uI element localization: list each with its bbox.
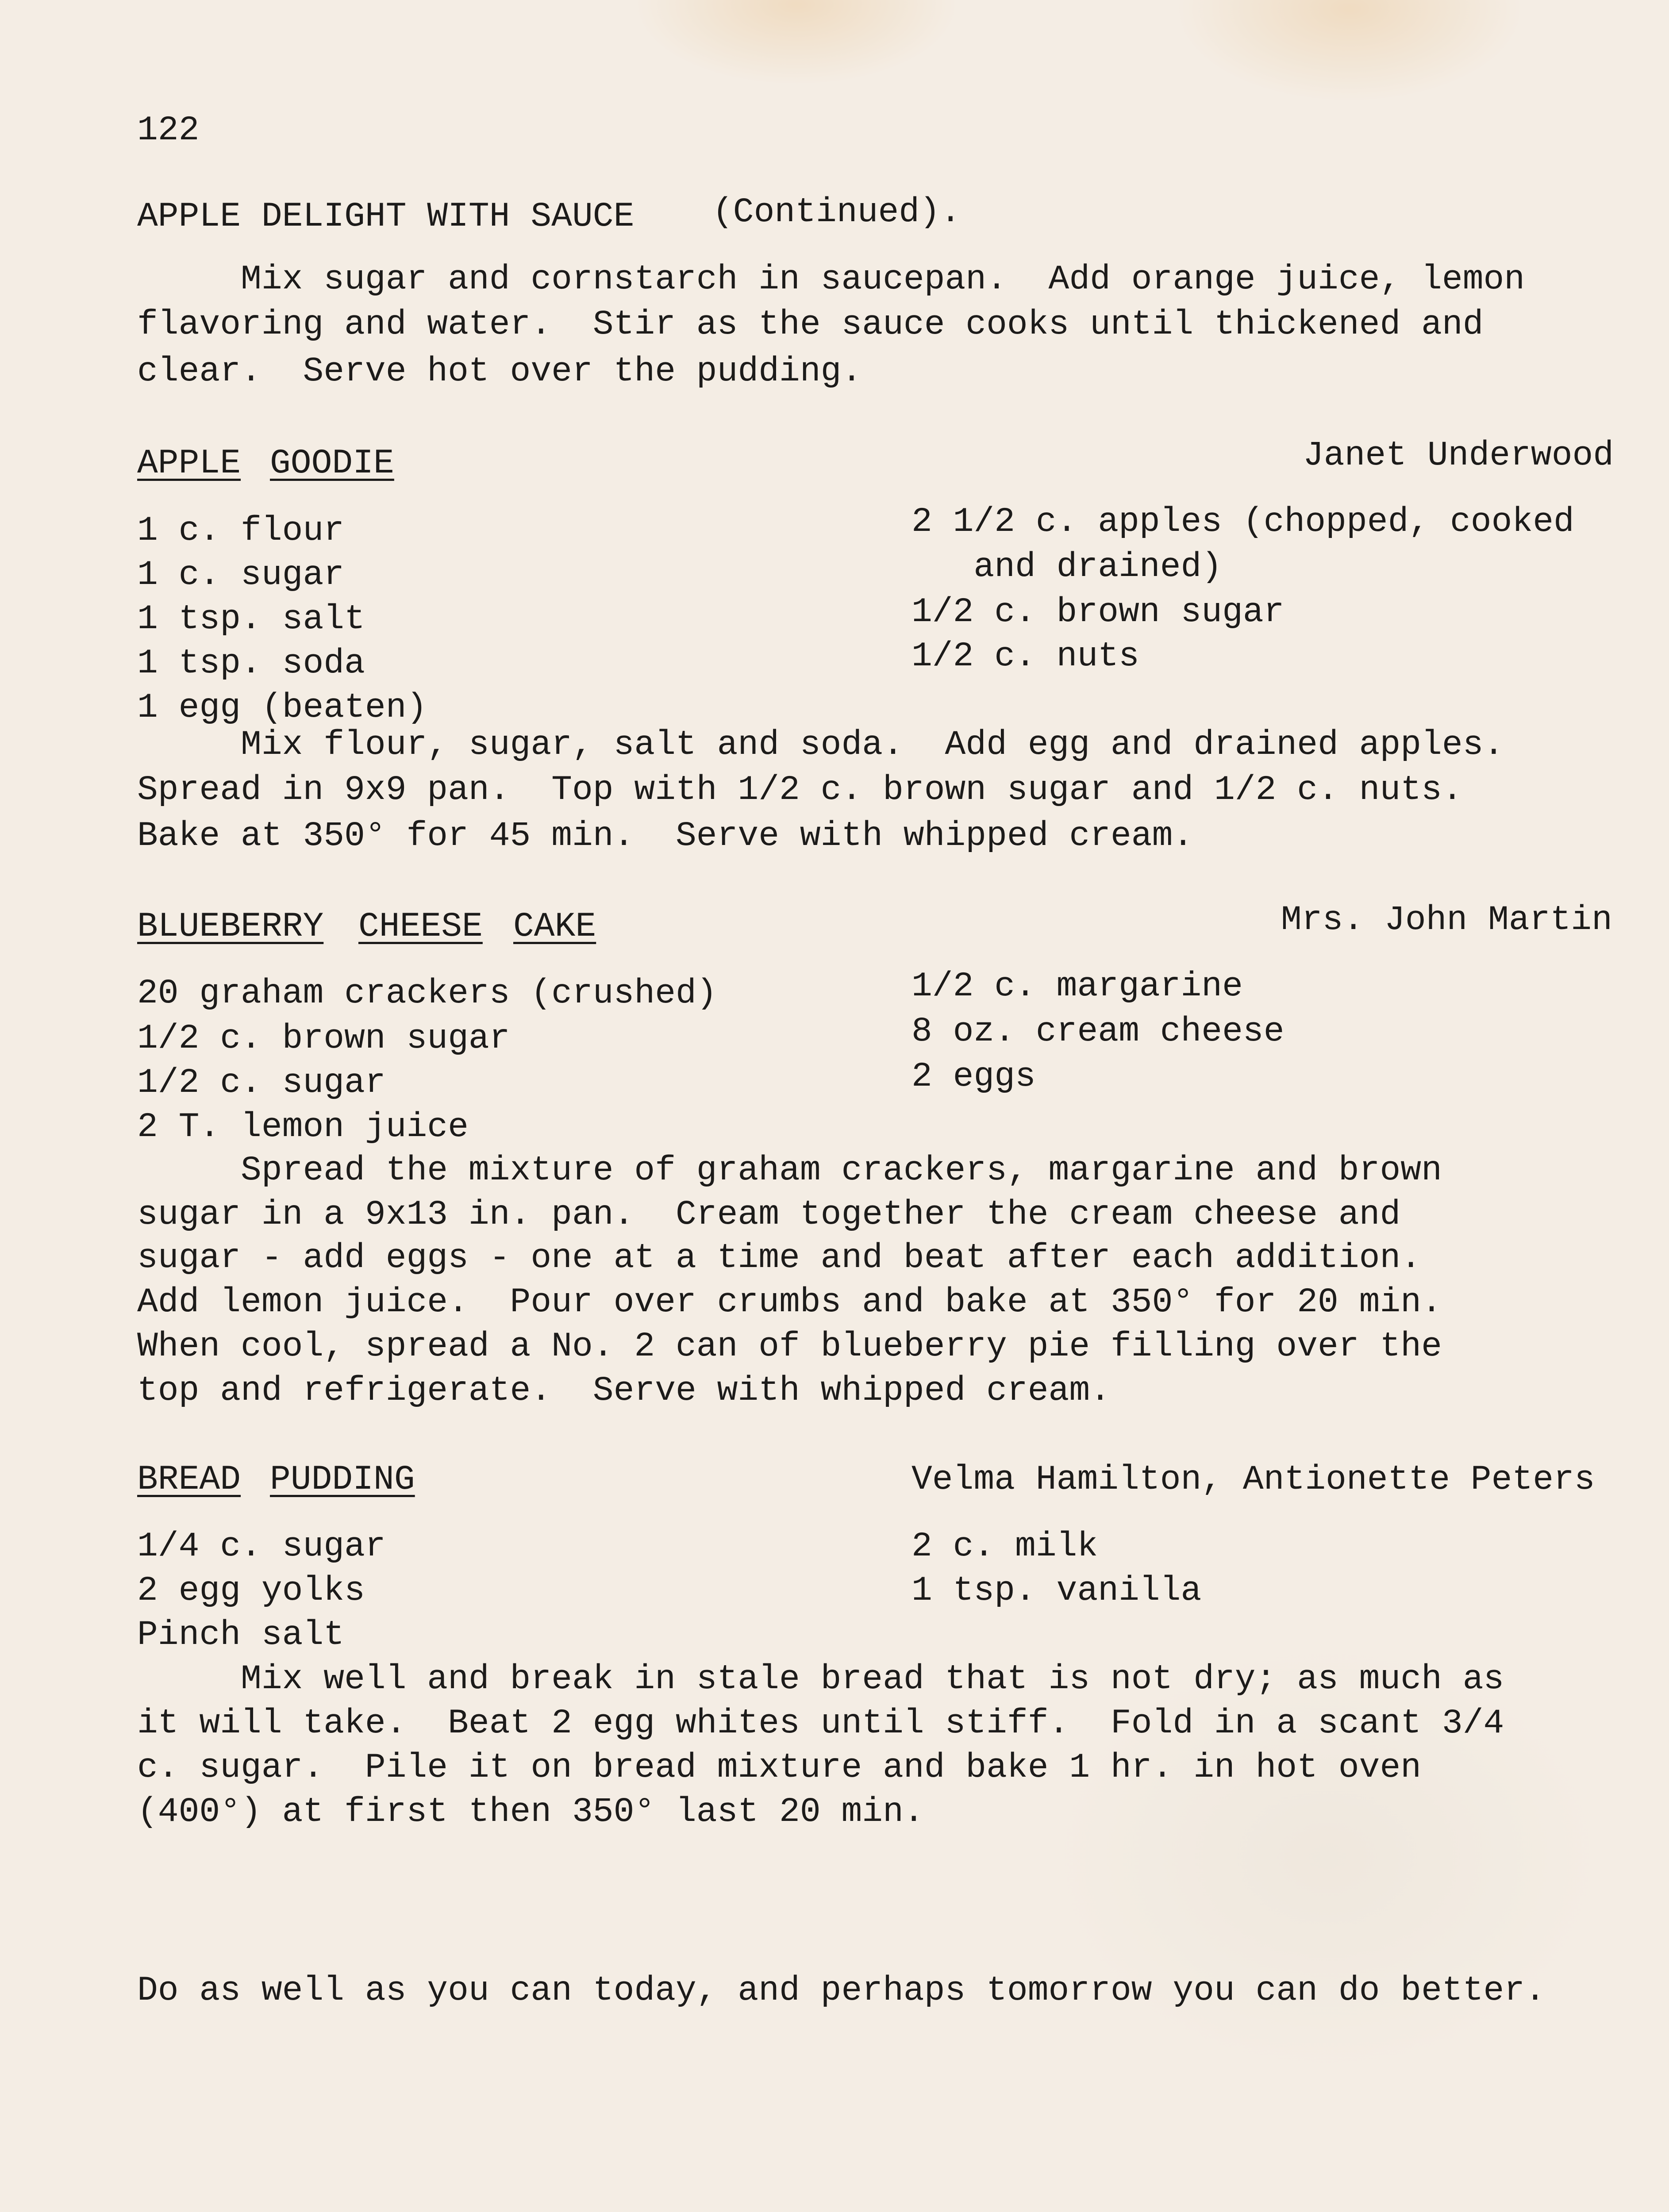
recipe-title-word: BREAD <box>137 1460 241 1499</box>
ingredient: 2 c. milk <box>911 1527 1098 1566</box>
page-number: 122 <box>137 111 200 150</box>
ingredient: 1/2 c. sugar <box>137 1064 386 1102</box>
recipe-title-word: CAKE <box>513 907 596 946</box>
recipe-author: Velma Hamilton, Antionette Peters <box>911 1460 1595 1499</box>
direction-line: (400°) at first then 350° last 20 min. <box>137 1793 924 1832</box>
recipe-author: Mrs. John Martin <box>1281 901 1612 940</box>
direction-line: it will take. Beat 2 egg whites until stiff. Fold in a scant 3/4 <box>137 1704 1504 1743</box>
direction-line: top and refrigerate. Serve with whipped cream. <box>137 1371 1111 1410</box>
ingredient: 1 c. sugar <box>137 556 345 595</box>
ingredient: 1 egg (beaten) <box>137 688 427 727</box>
recipe-title-word: BLUEBERRY <box>137 907 324 946</box>
recipe-title-word: APPLE <box>137 444 241 483</box>
recipe-title-word: CHEESE <box>358 907 483 946</box>
continued-line: clear. Serve hot over the pudding. <box>137 352 862 391</box>
ingredient: Pinch salt <box>137 1616 345 1655</box>
recipe-author: Janet Underwood <box>1303 436 1614 475</box>
continued-title: APPLE DELIGHT WITH SAUCE <box>137 197 635 236</box>
ingredient: 1/2 c. brown sugar <box>911 593 1284 632</box>
footer-quote: Do as well as you can today, and perhaps tomorrow you can do better. <box>137 1971 1546 2010</box>
direction-line: sugar - add eggs - one at a time and beat after each addition. <box>137 1239 1422 1278</box>
direction-line: Spread in 9x9 pan. Top with 1/2 c. brown sugar and 1/2 c. nuts. <box>137 771 1463 810</box>
continued-suffix: (Continued). <box>712 193 961 232</box>
ingredient: 20 graham crackers (crushed) <box>137 974 717 1013</box>
ingredient: 1/2 c. margarine <box>911 967 1243 1006</box>
ingredient: 2 egg yolks <box>137 1571 365 1610</box>
direction-line: Spread the mixture of graham crackers, margarine and brown <box>137 1151 1442 1190</box>
continued-line: Mix sugar and cornstarch in saucepan. Add orange juice, lemon <box>137 260 1525 299</box>
ingredient: 1 tsp. vanilla <box>911 1571 1202 1610</box>
ingredient: 2 T. lemon juice <box>137 1108 469 1147</box>
direction-line: When cool, spread a No. 2 can of blueberry pie filling over the <box>137 1327 1442 1366</box>
ingredient: 8 oz. cream cheese <box>911 1012 1284 1051</box>
ingredient: 2 eggs <box>911 1057 1036 1096</box>
recipe-title-word: GOODIE <box>270 444 394 483</box>
ingredient: 1/4 c. sugar <box>137 1527 386 1566</box>
ingredient: 1 c. flour <box>137 511 345 550</box>
direction-line: Add lemon juice. Pour over crumbs and bake at 350° for 20 min. <box>137 1283 1442 1322</box>
ingredient: 2 1/2 c. apples (chopped, cooked <box>911 503 1574 541</box>
direction-line: Mix flour, sugar, salt and soda. Add egg and drained apples. <box>137 726 1504 764</box>
ingredient: 1/2 c. brown sugar <box>137 1019 510 1058</box>
direction-line: Mix well and break in stale bread that is not dry; as much as <box>137 1660 1504 1699</box>
direction-line: Bake at 350° for 45 min. Serve with whipped cream. <box>137 817 1194 856</box>
ingredient: 1 tsp. soda <box>137 644 365 683</box>
ingredient: 1/2 c. nuts <box>911 637 1139 676</box>
ingredient: 1 tsp. salt <box>137 600 365 639</box>
ingredient: and drained) <box>911 548 1223 587</box>
direction-line: c. sugar. Pile it on bread mixture and bake 1 hr. in hot oven <box>137 1748 1422 1787</box>
continued-line: flavoring and water. Stir as the sauce cooks until thickened and <box>137 305 1484 344</box>
direction-line: sugar in a 9x13 in. pan. Cream together the cream cheese and <box>137 1195 1401 1234</box>
recipe-title-word: PUDDING <box>270 1460 415 1499</box>
